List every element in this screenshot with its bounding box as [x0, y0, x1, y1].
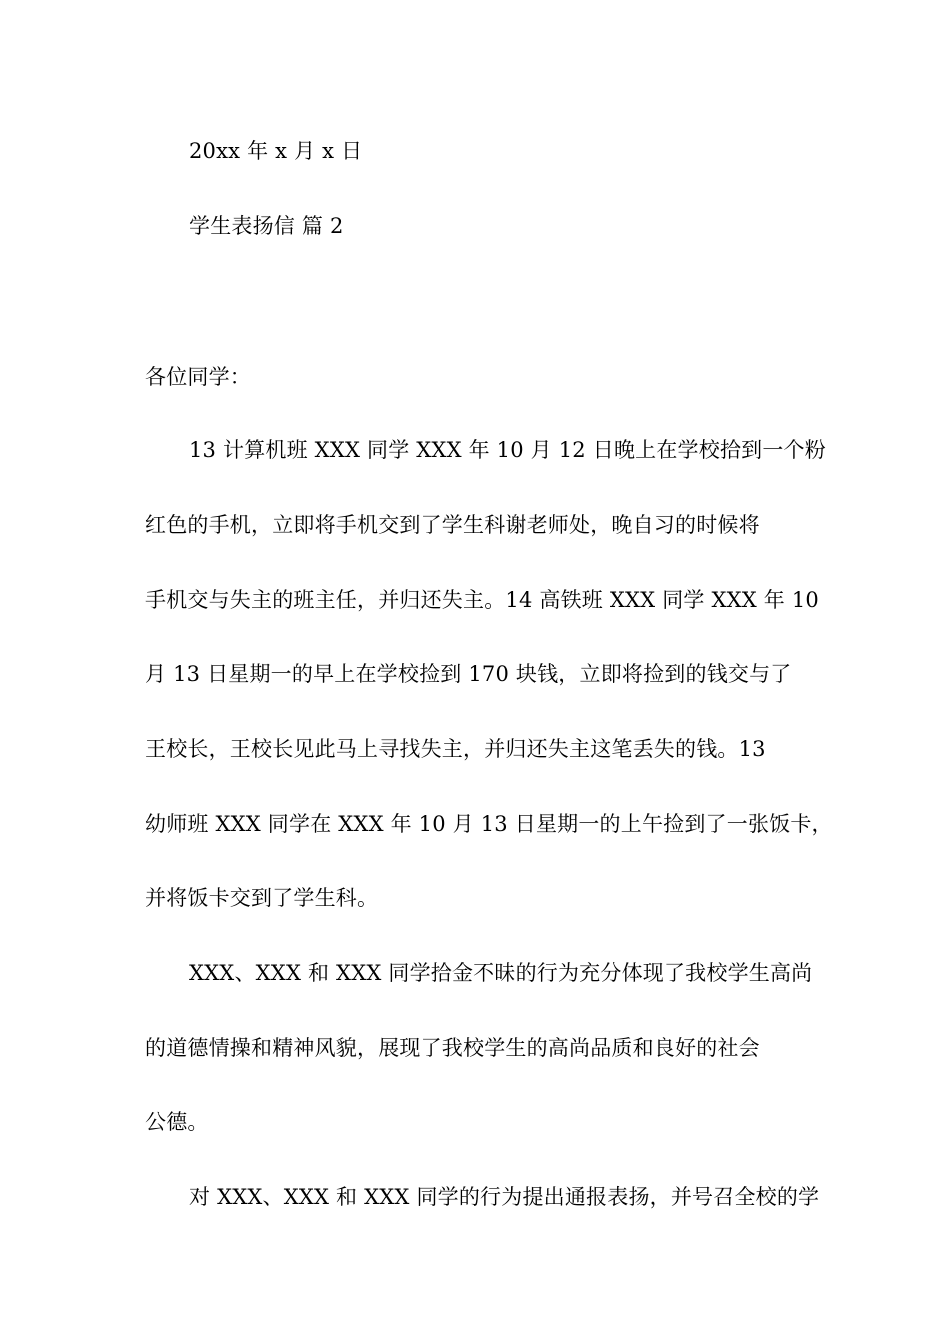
paragraph-line: XXX、XXX 和 XXX 同学拾金不昧的行为充分体现了我校学生高尚 [189, 961, 813, 985]
paragraph-line: 公德。 [145, 1110, 209, 1134]
paragraph-line: 王校长，王校长见此马上寻找失主，并归还失主这笔丢失的钱。13 [145, 737, 766, 761]
paragraph-line: 月 13 日星期一的早上在学校捡到 170 块钱，立即将捡到的钱交与了 [145, 662, 792, 686]
paragraph-line: 手机交与失主的班主任，并归还失主。14 高铁班 XXX 同学 XXX 年 10 [145, 588, 819, 612]
paragraph-line: 并将饭卡交到了学生科。 [145, 886, 379, 910]
paragraph-line: 的道德情操和精神风貌，展现了我校学生的高尚品质和良好的社会 [145, 1036, 760, 1060]
letter-salutation: 各位同学： [145, 365, 251, 389]
letter-heading: 学生表扬信 篇 2 [189, 214, 344, 238]
paragraph-line: 对 XXX、XXX 和 XXX 同学的行为提出通报表扬，并号召全校的学 [189, 1185, 820, 1209]
letter-date: 20xx 年 x 月 x 日 [189, 139, 363, 163]
paragraph-line: 幼师班 XXX 同学在 XXX 年 10 月 13 日星期一的上午捡到了一张饭卡， [145, 812, 833, 836]
paragraph-line: 红色的手机，立即将手机交到了学生科谢老师处，晚自习的时候将 [145, 513, 760, 537]
paragraph-line: 13 计算机班 XXX 同学 XXX 年 10 月 12 日晚上在学校拾到一个粉 [189, 438, 826, 462]
